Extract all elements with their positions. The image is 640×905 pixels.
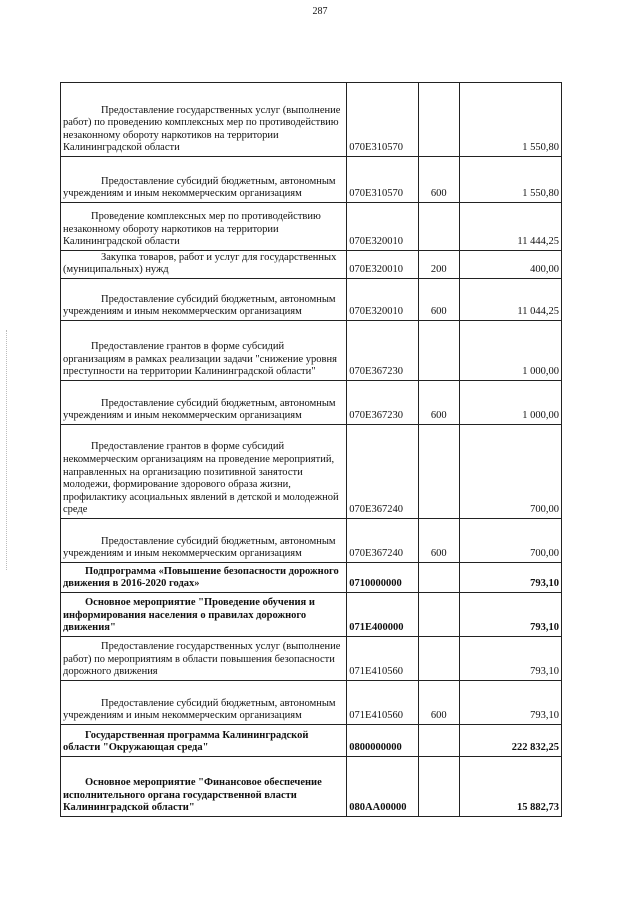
row-amount: 1 000,00 xyxy=(459,321,561,381)
row-name: Проведение комплексных мер по противодействию незаконному обороту наркотиков на территории Калининградской области xyxy=(61,203,347,251)
row-name: Предоставление субсидий бюджетным, автономным учреждениям и иным некоммерческим организациям xyxy=(61,279,347,321)
row-expense-type: 600 xyxy=(418,157,459,203)
row-code: 071Е410560 xyxy=(347,637,419,681)
row-amount: 793,10 xyxy=(459,563,561,593)
row-expense-type xyxy=(418,203,459,251)
row-code: 0800000000 xyxy=(347,725,419,757)
row-amount: 11 444,25 xyxy=(459,203,561,251)
row-code: 0710000000 xyxy=(347,563,419,593)
table-row xyxy=(61,757,562,817)
row-amount: 11 044,25 xyxy=(459,279,561,321)
row-expense-type xyxy=(418,593,459,637)
row-code: 070Е310570 xyxy=(347,83,419,157)
table-row xyxy=(61,519,562,563)
table-row xyxy=(61,637,562,681)
row-name: Государственная программа Калининградской области "Окружающая среда" xyxy=(61,725,347,757)
row-amount: 700,00 xyxy=(459,425,561,519)
row-code: 070Е320010 xyxy=(347,203,419,251)
row-amount: 15 882,73 xyxy=(459,757,561,817)
table-row xyxy=(61,593,562,637)
row-amount: 222 832,25 xyxy=(459,725,561,757)
row-expense-type xyxy=(418,757,459,817)
row-name: Предоставление грантов в форме субсидий некоммерческим организациям на проведение мероприятий, направленных на организацию позитивной занятости молодежи, формирование здорового образа жизни, профилактику асоциальных явлений в детской и молодежной среде xyxy=(61,425,347,519)
row-amount: 793,10 xyxy=(459,681,561,725)
row-code: 070Е310570 xyxy=(347,157,419,203)
row-code: 080АА00000 xyxy=(347,757,419,817)
row-name: Подпрограмма «Повышение безопасности дорожного движения в 2016-2020 годах» xyxy=(61,563,347,593)
table-row xyxy=(61,157,562,203)
row-code: 071Е400000 xyxy=(347,593,419,637)
scan-margin-marks xyxy=(6,330,8,570)
row-code: 070Е367240 xyxy=(347,519,419,563)
table-row xyxy=(61,725,562,757)
row-expense-type: 600 xyxy=(418,519,459,563)
row-expense-type xyxy=(418,321,459,381)
row-expense-type xyxy=(418,725,459,757)
table-row xyxy=(61,251,562,279)
table-row xyxy=(61,203,562,251)
row-expense-type xyxy=(418,637,459,681)
row-name: Закупка товаров, работ и услуг для государственных (муниципальных) нужд xyxy=(61,251,347,279)
table-row xyxy=(61,681,562,725)
row-code: 070Е320010 xyxy=(347,251,419,279)
row-code: 071Е410560 xyxy=(347,681,419,725)
row-amount: 1 000,00 xyxy=(459,381,561,425)
row-code: 070Е367230 xyxy=(347,321,419,381)
row-name: Предоставление субсидий бюджетным, автономным учреждениям и иным некоммерческим организациям xyxy=(61,519,347,563)
row-code: 070Е367240 xyxy=(347,425,419,519)
row-amount: 1 550,80 xyxy=(459,157,561,203)
table-row xyxy=(61,321,562,381)
row-expense-type: 600 xyxy=(418,681,459,725)
row-name: Предоставление субсидий бюджетным, автономным учреждениям и иным некоммерческим организациям xyxy=(61,681,347,725)
budget-table xyxy=(60,82,562,817)
row-code: 070Е367230 xyxy=(347,381,419,425)
row-name: Предоставление грантов в форме субсидий организациям в рамках реализации задачи "снижение уровня преступности на территории Калининградской области" xyxy=(61,321,347,381)
row-name: Предоставление субсидий бюджетным, автономным учреждениям и иным некоммерческим организациям xyxy=(61,381,347,425)
table-row xyxy=(61,563,562,593)
row-name: Предоставление субсидий бюджетным, автономным учреждениям и иным некоммерческим организациям xyxy=(61,157,347,203)
row-amount: 400,00 xyxy=(459,251,561,279)
row-amount: 793,10 xyxy=(459,593,561,637)
row-expense-type xyxy=(418,83,459,157)
row-amount: 1 550,80 xyxy=(459,83,561,157)
row-amount: 700,00 xyxy=(459,519,561,563)
row-expense-type: 600 xyxy=(418,279,459,321)
row-expense-type: 600 xyxy=(418,381,459,425)
row-expense-type xyxy=(418,425,459,519)
table-row xyxy=(61,83,562,157)
row-expense-type: 200 xyxy=(418,251,459,279)
row-name: Предоставление государственных услуг (выполнение работ) по проведению комплексных мер по противодействию незаконному обороту наркотиков на территории Калининградской области xyxy=(61,83,347,157)
row-expense-type xyxy=(418,563,459,593)
row-name: Основное мероприятие "Проведение обучения и информирования населения о правилах дорожного движения" xyxy=(61,593,347,637)
table-row xyxy=(61,381,562,425)
table-row xyxy=(61,425,562,519)
row-name: Предоставление государственных услуг (выполнение работ) по мероприятиям в области повышения безопасности дорожного движения xyxy=(61,637,347,681)
row-amount: 793,10 xyxy=(459,637,561,681)
table-row xyxy=(61,279,562,321)
row-name: Основное мероприятие "Финансовое обеспечение исполнительного органа государственной власти Калининградской области" xyxy=(61,757,347,817)
row-code: 070Е320010 xyxy=(347,279,419,321)
page-number: 287 xyxy=(312,6,328,17)
